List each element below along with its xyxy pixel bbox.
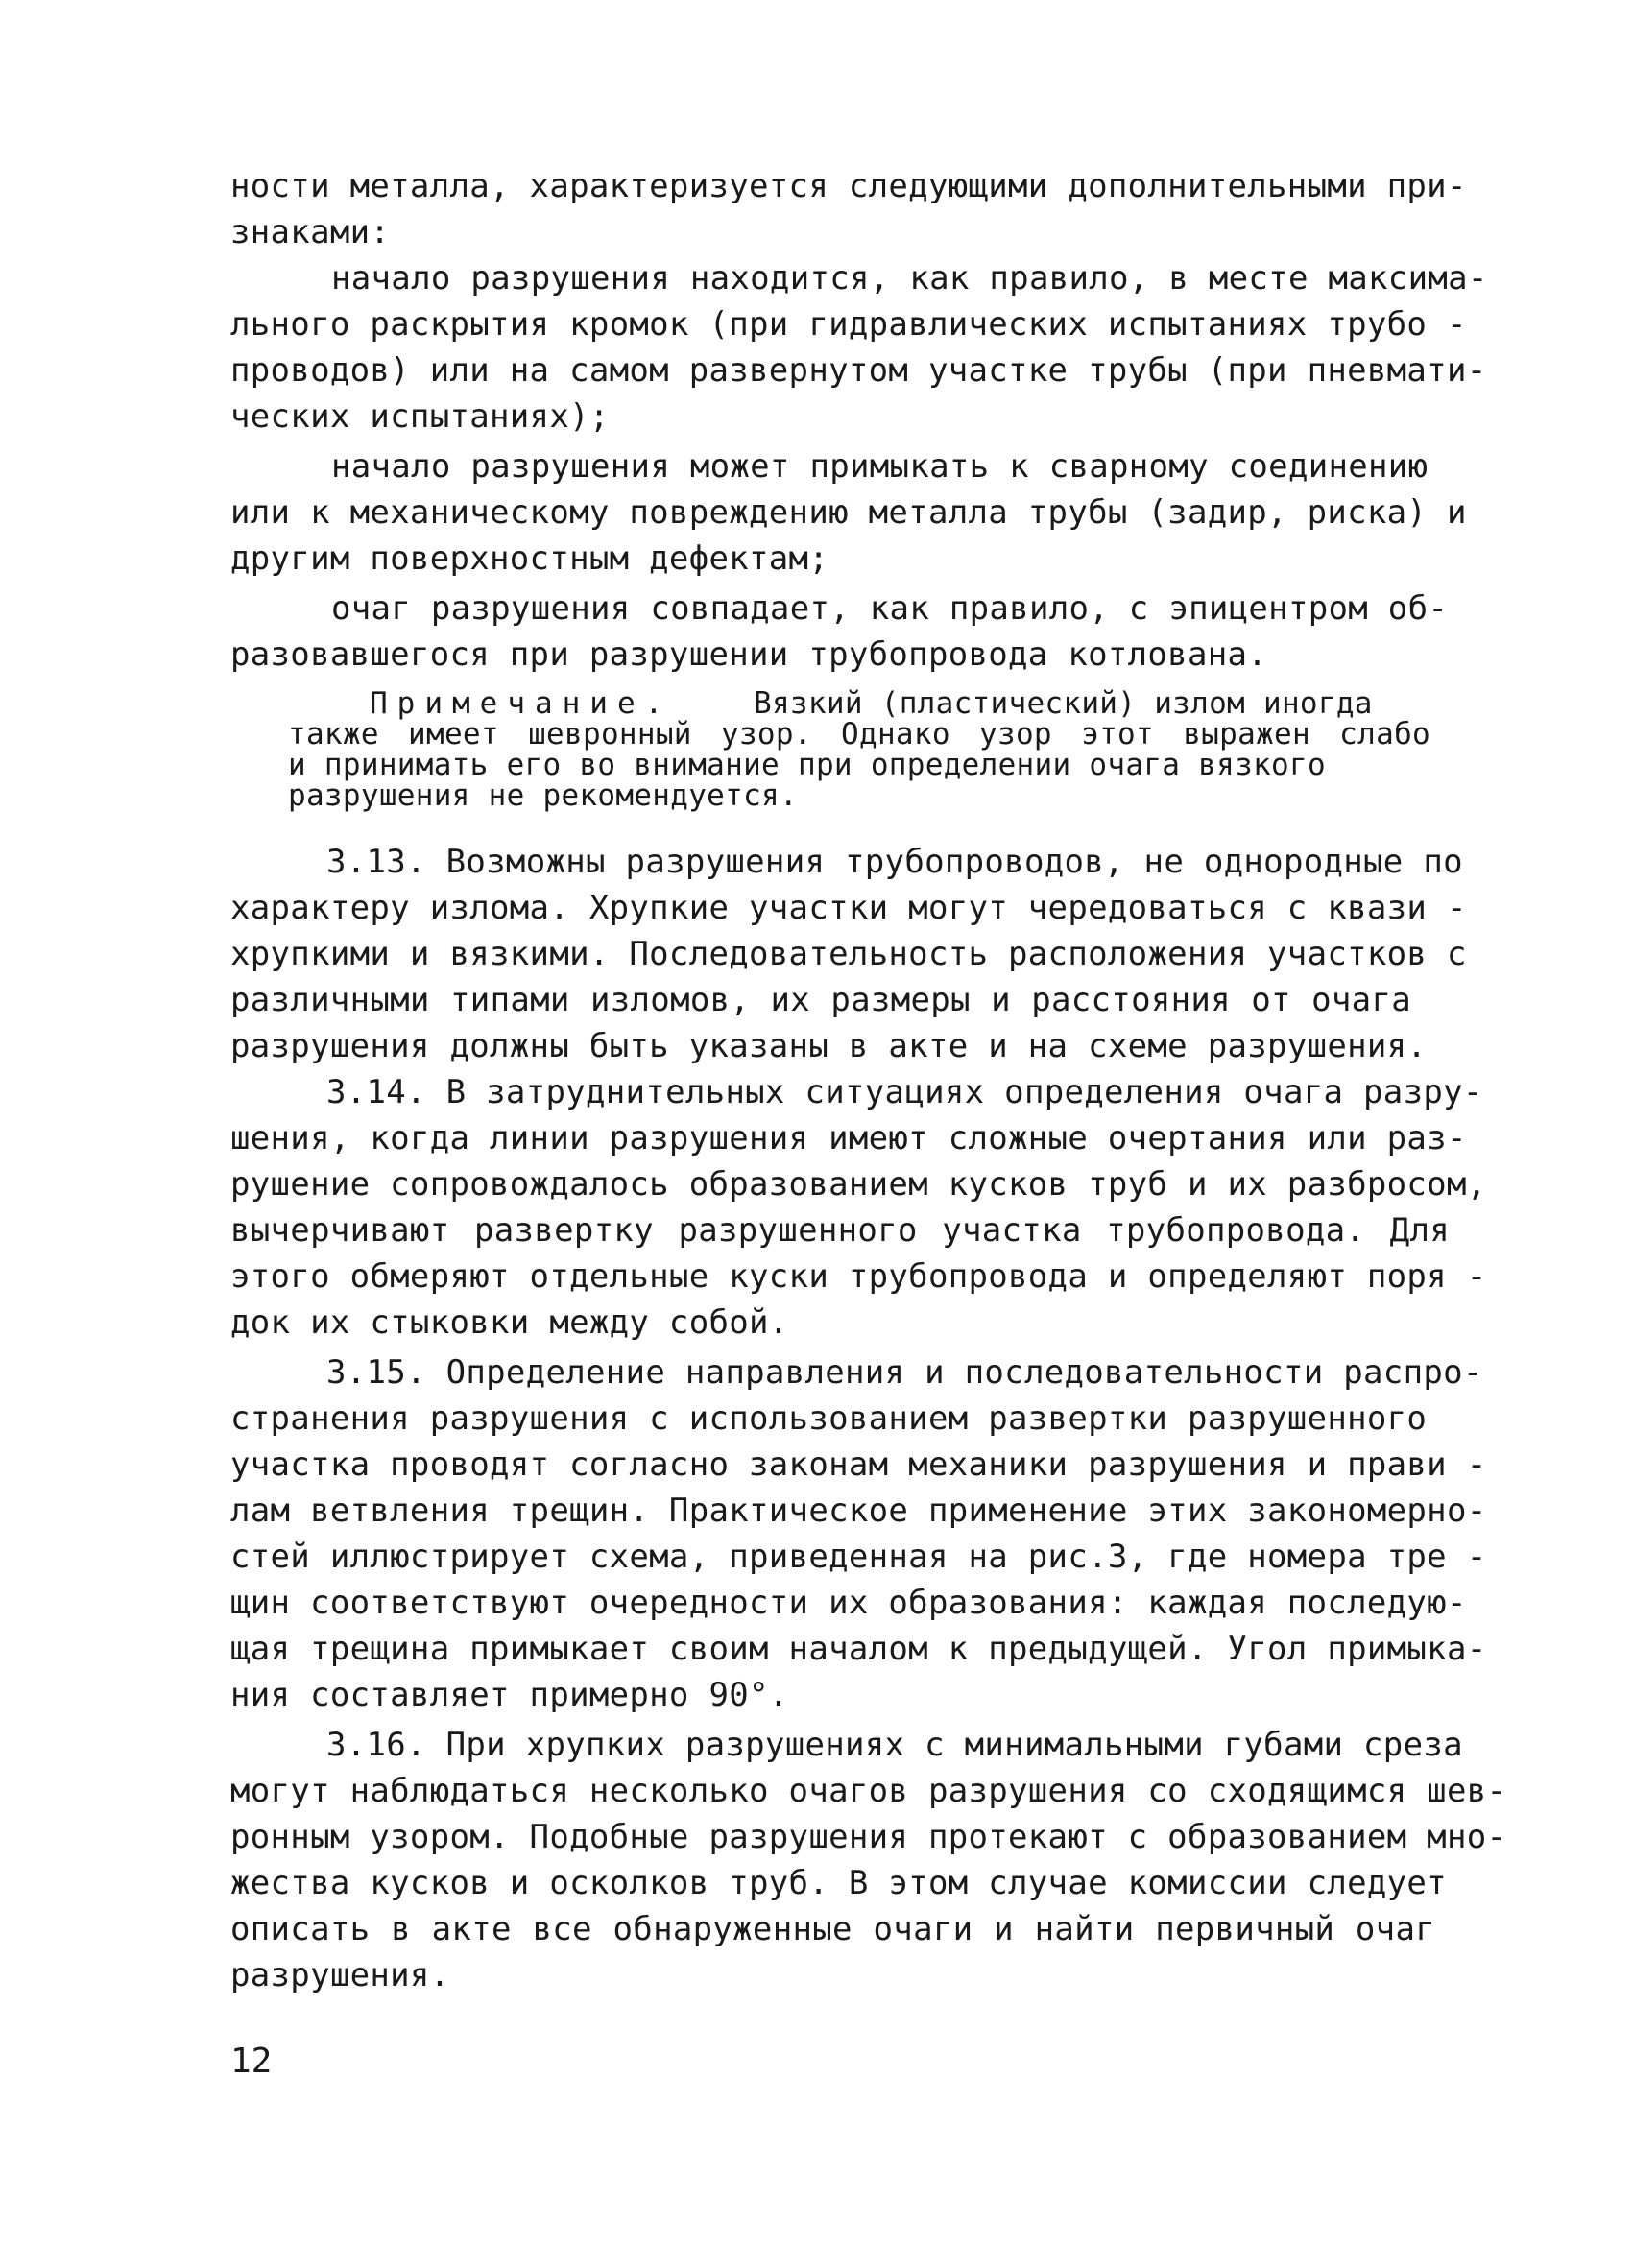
text-line: разовавшегося при разрушении трубопровода котлована. [230, 635, 1268, 674]
text-line: шения, когда линии разрушения имеют сложные очертания или раз- [230, 1119, 1467, 1158]
text-line: ронным узором. Подобные разрушения протекают с образованием мно- [230, 1818, 1507, 1856]
text-line: 3.15. Определение направления и последовательности распро- [326, 1353, 1483, 1392]
text-line: щин соответствуют очередности их образования: каждая последую- [230, 1584, 1467, 1622]
text-line: хрупкими и вязкими. Последовательность расположения участков с [230, 935, 1467, 973]
page-number: 12 [230, 2041, 273, 2081]
text-line: очаг разрушения совпадает, как правило, с эпицентром об- [331, 589, 1449, 628]
text-line: другим поверхностным дефектам; [230, 539, 829, 578]
text-line: разрушения. [230, 1956, 450, 1994]
text-line: различными типами изломов, их размеры и расстояния от очага [230, 981, 1411, 1019]
text-line: ческих испытаниях); [230, 397, 610, 436]
note-label: Примечание. [370, 686, 673, 721]
text-line: вычерчивают развертку разрушенного участка трубопровода. Для [230, 1211, 1450, 1250]
text-line: разрушения должны быть указаны в акте и на схеме разрушения. [230, 1027, 1428, 1065]
text-line: начало разрушения может примыкать к сварному соединению [331, 447, 1429, 486]
text-line: могут наблюдаться несколько очагов разрушения со сходящимся шев- [230, 1772, 1507, 1810]
text-line: и принимать его во внимание при определении очага вязкого [288, 748, 1326, 782]
text-line: странения разрушения с использованием развертки разрушенного [230, 1399, 1428, 1438]
text-line: проводов) или на самом развернутом участке трубы (при пневмати- [230, 351, 1487, 390]
text-line: также имеет шевронный узор. Однако узор этот выражен слабо [288, 717, 1430, 752]
text-line: льного раскрытия кромок (при гидравлических испытаниях трубо - [230, 305, 1467, 344]
text-line: Вязкий (пластический) излом иногда [754, 686, 1373, 721]
text-line: лам ветвления трещин. Практическое применение этих закономерно- [230, 1492, 1487, 1530]
text-line: стей иллюстрирует схема, приведенная на рис.3, где номера тре - [230, 1538, 1487, 1576]
text-line: описать в акте все обнаруженные очаги и найти первичный очаг [230, 1910, 1435, 1948]
text-line: участка проводят согласно законам механики разрушения и прави - [230, 1445, 1487, 1484]
text-line: рушение сопровождалось образованием кусков труб и их разбросом, [230, 1165, 1487, 1204]
text-line: жества кусков и осколков труб. В этом случае комиссии следует [230, 1864, 1447, 1902]
text-line: разрушения не рекомендуется. [288, 778, 798, 813]
text-line: 3.14. В затруднительных ситуациях определения очага разру- [326, 1073, 1483, 1111]
text-line: щая трещина примыкает своим началом к предыдущей. Угол примыка- [230, 1630, 1487, 1668]
text-line: 3.16. При хрупких разрушениях с минимальными губами среза [326, 1726, 1463, 1764]
text-line: ния составляет примерно 90°. [230, 1676, 789, 1714]
text-line: 3.13. Возможны разрушения трубопроводов, не однородные по [326, 843, 1463, 881]
text-line: характеру излома. Хрупкие участки могут чередоваться с квази - [230, 889, 1467, 927]
text-line: или к механическому повреждению металла трубы (задир, риска) и [230, 493, 1467, 532]
text-line: ности металла, характеризуется следующими дополнительными при- [230, 167, 1467, 205]
text-line: этого обмеряют отдельные куски трубопровода и определяют поря - [230, 1257, 1487, 1296]
text-line: док их стыковки между собой. [230, 1303, 789, 1342]
text-line: начало разрушения находится, как правило, в месте максима- [331, 259, 1488, 298]
text-line: знаками: [230, 213, 391, 251]
